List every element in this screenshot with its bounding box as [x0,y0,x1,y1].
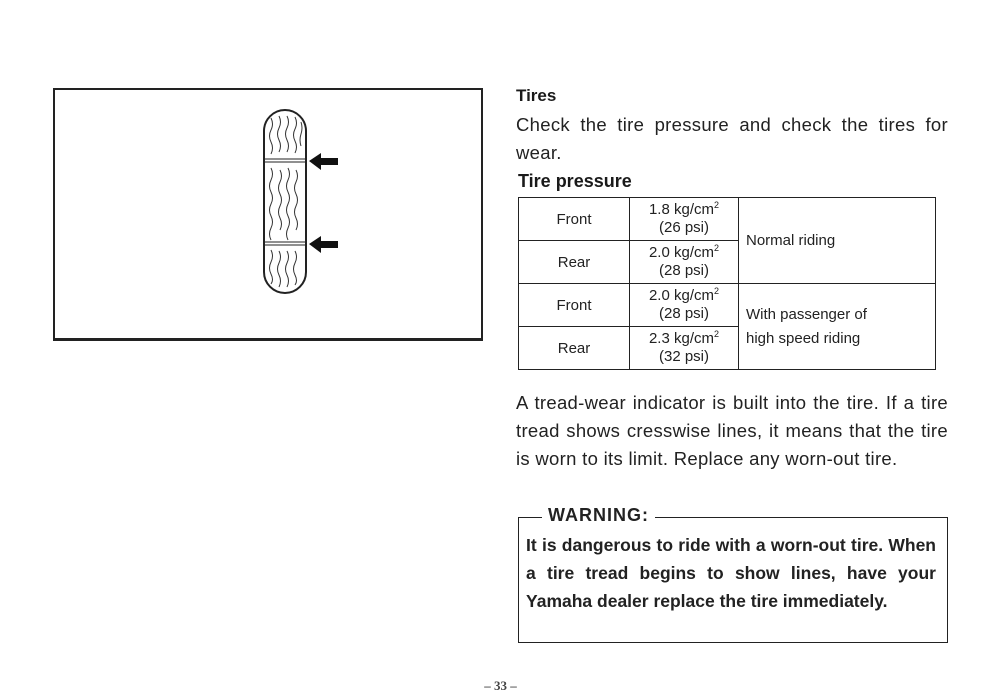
tire-illustration-frame [53,88,483,341]
unit-superscript: 2 [714,243,720,253]
warning-text: It is dangerous to ride with a worn-out tire. When a tire tread begins to show lines, have your Yamaha dealer replace the tire immediately. [526,535,936,611]
unit-superscript: 2 [714,286,720,296]
tires-intro-text: Check the tire pressure and check the tires for wear. [516,114,948,163]
table-row [519,284,936,327]
tire-pressure-heading: Tire pressure [518,171,632,191]
tread-indicator-text: A tread-wear indicator is built into the tire. If a tire tread shows cresswise lines, it means that the tire is worn to its limit. Replace any worn-out tire. [516,392,948,469]
pressure-value-cell [630,198,739,241]
condition-line: With passenger of [746,305,867,323]
unit-superscript: 2 [714,329,720,339]
table-row [519,198,936,241]
unit-superscript: 2 [714,200,720,210]
condition-line: high speed riding [746,329,861,347]
pressure-value: 1.8 kg/cm [648,201,714,218]
condition-line: Normal riding [746,231,836,249]
pressure-psi: (26 psi) [658,219,710,236]
pressure-psi: (28 psi) [658,262,710,279]
pressure-psi: (28 psi) [658,305,710,322]
position-cell: Rear [519,327,630,370]
position-cell: Front [519,284,630,327]
pressure-value: 2.0 kg/cm [648,287,714,304]
condition-cell [739,284,936,370]
position-cell: Rear [519,241,630,284]
page-number: – 33 – [484,678,517,693]
pressure-value: 2.3 kg/cm [648,330,714,347]
condition-cell [739,198,936,284]
pressure-value-cell [630,241,739,284]
pressure-value-cell [630,327,739,370]
pressure-psi: (32 psi) [658,348,710,365]
section-title-tires: Tires [516,86,557,105]
warning-label: WARNING: [542,505,655,526]
tire-pressure-table [518,197,936,370]
position-cell: Front [519,198,630,241]
tire-tread-wear-indicator-icon [55,90,481,338]
pressure-value-cell [630,284,739,327]
pressure-value: 2.0 kg/cm [648,244,714,261]
